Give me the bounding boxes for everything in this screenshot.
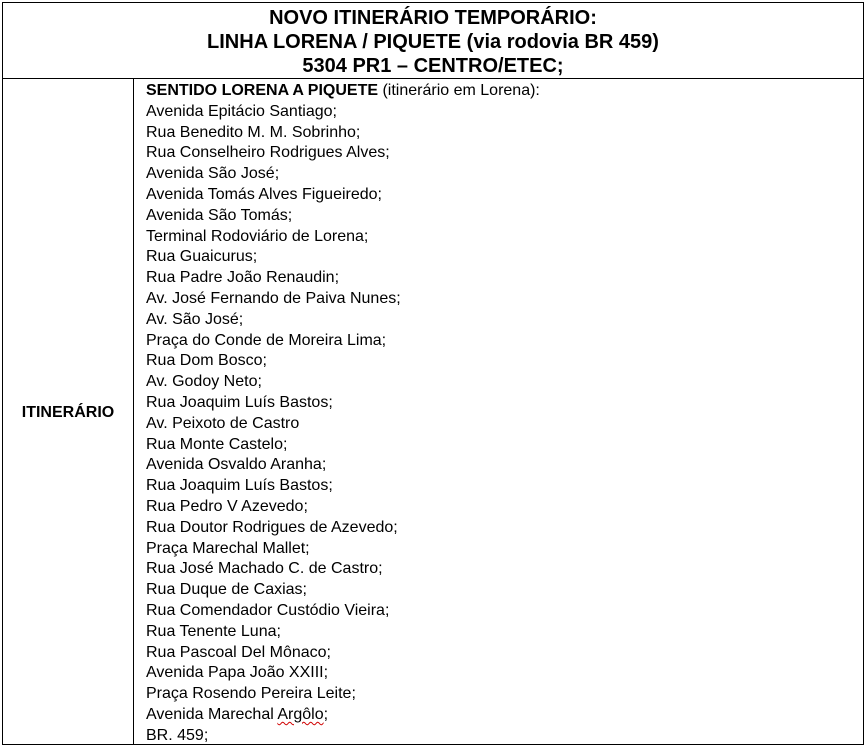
street-item: Rua Guaicurus;	[146, 248, 258, 266]
street-item: Av. Godoy Neto;	[146, 373, 262, 391]
itinerary-table	[2, 2, 864, 745]
street-item: Avenida Papa João XXIII;	[146, 664, 329, 682]
street-item: Avenida São José;	[146, 165, 280, 183]
street-item: Av. Peixoto de Castro	[146, 414, 300, 432]
header-title: NOVO ITINERÁRIO TEMPORÁRIO:	[269, 7, 597, 29]
street-item-suffix: ;	[323, 705, 329, 723]
street-item: Rua Benedito M. M. Sobrinho;	[146, 123, 361, 141]
street-item: Rua Pascoal Del Mônaco;	[146, 643, 331, 661]
itinerary-content-cell	[134, 79, 863, 744]
street-item: Rua Pedro V Azevedo;	[146, 497, 308, 515]
section-title-note: (itinerário em Lorena):	[378, 82, 540, 99]
street-item: Av. São José;	[146, 310, 244, 328]
street-item: Rua Doutor Rodrigues de Azevedo;	[146, 518, 398, 536]
street-item: Av. José Fernando de Paiva Nunes;	[146, 289, 401, 307]
section-title	[146, 81, 863, 102]
street-item: Praça Marechal Mallet;	[146, 539, 310, 557]
street-item: Rua Dom Bosco;	[146, 352, 267, 370]
street-item: Avenida São Tomás;	[146, 206, 293, 224]
street-list	[146, 102, 863, 744]
street-item-prefix: Avenida Marechal	[146, 705, 278, 723]
street-item: Avenida Tomás Alves Figueiredo;	[146, 185, 382, 203]
street-item: Rua Joaquim Luís Bastos;	[146, 393, 333, 411]
street-item: Rua Joaquim Luís Bastos;	[146, 477, 333, 495]
row-label: ITINERÁRIO	[21, 404, 115, 421]
street-item: Rua Duque de Caxias;	[146, 581, 307, 599]
street-item: Praça Rosendo Pereira Leite;	[146, 685, 356, 703]
street-item: Rua José Machado C. de Castro;	[146, 560, 383, 578]
street-item: Rua Monte Castelo;	[146, 435, 288, 453]
street-item	[146, 705, 863, 726]
row-label-cell	[3, 79, 134, 744]
street-item: Avenida Osvaldo Aranha;	[146, 456, 327, 474]
street-item: BR. 459;	[146, 726, 209, 744]
street-item: Rua Conselheiro Rodrigues Alves;	[146, 144, 390, 162]
section-title-bold: SENTIDO LORENA A PIQUETE	[146, 82, 379, 99]
street-item: Rua Padre João Renaudin;	[146, 269, 340, 287]
table-header	[3, 3, 863, 79]
street-item: Terminal Rodoviário de Lorena;	[146, 227, 369, 245]
street-item: Rua Tenente Luna;	[146, 622, 281, 640]
street-item: Praça do Conde de Moreira Lima;	[146, 331, 387, 349]
street-item: Rua Comendador Custódio Vieira;	[146, 601, 390, 619]
street-item: Avenida Epitácio Santiago;	[146, 102, 337, 120]
header-route-code: 5304 PR1 – CENTRO/ETEC;	[302, 55, 564, 77]
misspelled-word: Argôlo	[277, 705, 324, 723]
header-line-name: LINHA LORENA / PIQUETE (via rodovia BR 459)	[207, 31, 659, 53]
